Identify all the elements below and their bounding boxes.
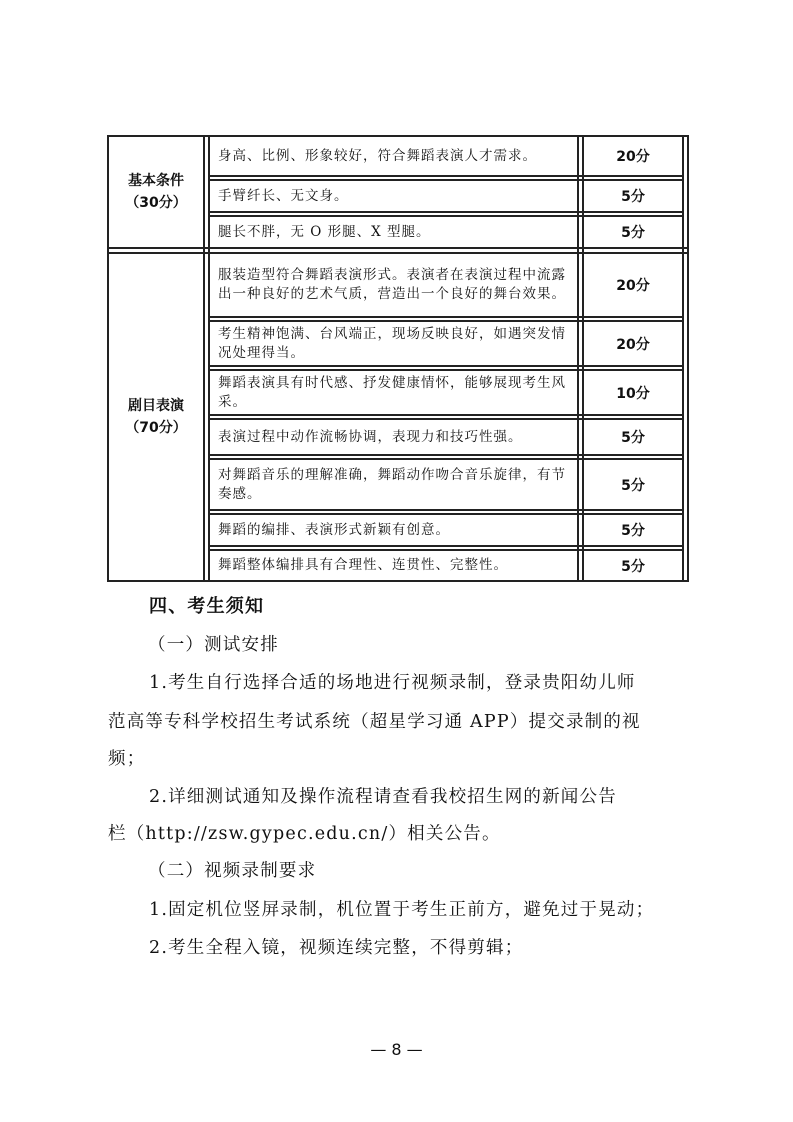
category-name: 基本条件 bbox=[128, 173, 184, 189]
criterion-score: 5分 bbox=[621, 523, 645, 539]
table-divider bbox=[203, 137, 205, 580]
table-divider bbox=[208, 365, 683, 367]
criterion-text: 身高、比例、形象较好，符合舞蹈表演人才需求。 bbox=[218, 147, 537, 164]
criterion-text: 舞蹈整体编排具有合理性、连贯性、完整性。 bbox=[218, 557, 508, 573]
criterion-score: 20分 bbox=[616, 278, 650, 294]
criterion-text: 手臂纤长、无文身。 bbox=[218, 187, 349, 204]
table-divider bbox=[208, 454, 683, 456]
criterion-score: 5分 bbox=[621, 477, 645, 494]
criterion-text: 服装造型符合舞蹈表演形式。表演者在表演过程中流露出一种良好的艺术气质，营造出一个良好的舞台效果。 bbox=[218, 267, 566, 302]
subsection-heading: （二）视频录制要求 bbox=[148, 861, 317, 881]
paragraph-line: 2.详细测试通知及操作流程请查看我校招生网的新闻公告 bbox=[149, 787, 617, 807]
criterion-score: 5分 bbox=[621, 225, 645, 241]
section-heading: 四、考生须知 bbox=[149, 596, 265, 617]
criterion-score: 20分 bbox=[616, 149, 650, 165]
criterion-score: 5分 bbox=[621, 558, 645, 575]
paragraph-line: 1.固定机位竖屏录制，机位置于考生正前方，避免过于晃动； bbox=[149, 900, 655, 920]
paragraph-line: 频； bbox=[108, 749, 146, 769]
table-divider bbox=[208, 545, 683, 547]
criterion-text: 表演过程中动作流畅协调，表现力和技巧性强。 bbox=[218, 428, 523, 445]
criterion-score: 20分 bbox=[616, 336, 650, 353]
page-number: — 8 — bbox=[370, 1040, 423, 1059]
paragraph-line: 栏（http://zsw.gypec.edu.cn/）相关公告。 bbox=[108, 824, 501, 844]
category-points: （70分） bbox=[125, 420, 187, 436]
category-name: 剧目表演 bbox=[128, 398, 184, 414]
category-basic bbox=[109, 137, 203, 247]
paragraph-line: 范高等专科学校招生考试系统（超星学习通 APP）提交录制的视 bbox=[108, 712, 641, 732]
table-divider bbox=[208, 414, 683, 416]
criterion-text: 舞蹈表演具有时代感、抒发健康情怀，能够展现考生风采。 bbox=[218, 374, 566, 410]
criterion-text: 考生精神饱满、台风端正，现场反映良好，如遇突发情况处理得当。 bbox=[218, 325, 566, 361]
table-divider bbox=[208, 175, 683, 177]
table-divider bbox=[208, 509, 683, 511]
criterion-score: 5分 bbox=[621, 430, 645, 446]
category-performance bbox=[109, 254, 203, 580]
table-divider bbox=[109, 247, 687, 249]
criterion-score: 5分 bbox=[621, 189, 645, 205]
criterion-text: 舞蹈的编排、表演形式新颖有创意。 bbox=[218, 521, 450, 538]
paragraph-line: 2.考生全程入镜，视频连续完整，不得剪辑； bbox=[149, 938, 524, 958]
criterion-text: 对舞蹈音乐的理解准确，舞蹈动作吻合音乐旋律，有节奏感。 bbox=[218, 466, 566, 502]
table-divider bbox=[208, 316, 683, 318]
paragraph-line: 1.考生自行选择合适的场地进行视频录制，登录贵阳幼儿师 bbox=[149, 673, 636, 693]
criterion-score: 10分 bbox=[616, 385, 650, 402]
category-points: （30分） bbox=[125, 195, 187, 211]
criterion-text: 腿长不胖，无 O 形腿、X 型腿。 bbox=[218, 223, 431, 240]
table-divider bbox=[208, 211, 683, 213]
subsection-heading: （一）测试安排 bbox=[148, 635, 279, 655]
scoring-table bbox=[107, 135, 689, 582]
